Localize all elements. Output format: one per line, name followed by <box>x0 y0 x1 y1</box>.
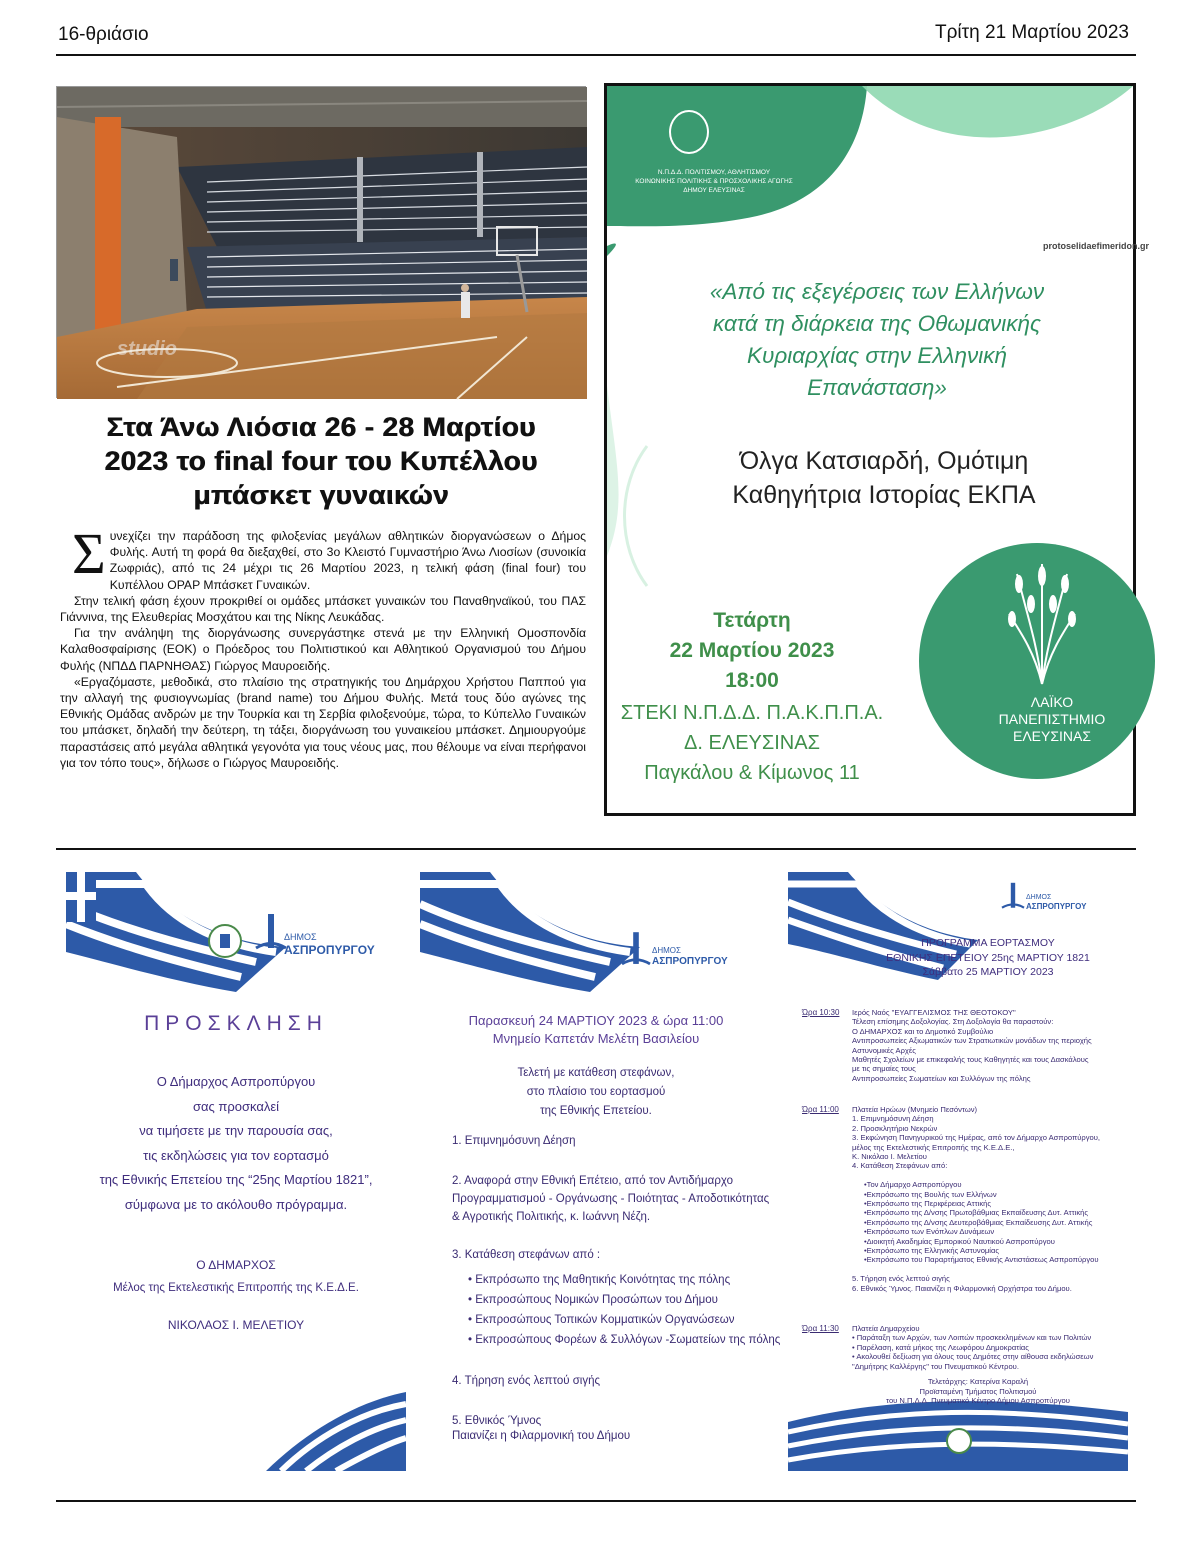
list-item: Προγραμματισμού - Οργάνωσης - Ποιότητας - Αποδοτικότητας <box>452 1193 770 1205</box>
invitation-title: ΠΡΟΣΚΛΗΣΗ <box>144 1012 328 1035</box>
program-footer: Τελετάρχης: Κατερίνα Καραλή Προϊσταμένη Τμήματος Πολιτισμού του Ν.Π.Δ.Δ. Πνευματικό Κέντρο Δήμου Ασπροπύργου <box>886 1377 1070 1406</box>
list-item: • Εκπροσώπους Νομικών Προσώπων του Δήμου <box>468 1294 718 1306</box>
ceremony-intro: Τελετή με κατάθεση στεφάνων, στο πλαίσιο του εορτασμού της Εθνικής Επετείου. <box>517 1067 675 1117</box>
program-time: Ώρα 11:00 <box>802 1105 839 1114</box>
poster-title: «Από τις εξεγέρσεις των Ελλήνων κατά τη διάρκεια της Οθωμανικής Κυριαρχίας στην Ελληνική Επανάσταση» <box>709 279 1045 400</box>
section-rule <box>56 848 1136 850</box>
list-item: • Εκπρόσωπο της Μαθητικής Κοινότητας της πόλης <box>468 1274 731 1286</box>
program-block-2: Πλατεία Ηρώων (Μνημείο Πεσόντων) 1. Επιμνημόσυνη Δέηση 2. Προσκλητήριο Νεκρών 3. Εκφώνηση Πανηγυρικού της Ημέρας, από τον Δήμαρχο Ασπροπύργου, μέλος της Εκτελεστικής Επιτροπής της Κ.Ε.Δ.Ε., Κ. Νικόλαο Ι. Μελετίου 4. Κατάθεση Στεφάνων από: •Τον Δήμαρχο Ασπροπύργου •Εκπρόσωπο της Βουλής των Ελλήνων •Εκπρόσωπο της Περιφέρειας Αττικής •Εκπρόσωπο της Δ/νσης Πρωτοβάθμιας Εκπαίδευσης Δυτ. Αττικής •Εκπρόσωπο της Δ/νσης Δευτεροβάθμιας Εκπαίδευσης Δυτ. Αττικής •Εκπρόσωπο των Ενόπλων Δυνάμεων •Διοικητή Ακαδημίας Εμπορικού Ναυτικού Ασπροπύργου •Εκπρόσωπο της Ελληνικής Αστυνομίας •Εκπρόσωπο του Παραρτήματος Εθνικής Αντιστάσεως Ασπροπύργου 5. Τήρηση ενός λεπτού σιγής 6. Εθνικός Ύμνος. Παιανίζει η Φιλαρμονική Ορχήστρα του Δήμου. <box>852 1105 1101 1293</box>
program-time: Ώρα 11:30 <box>802 1324 839 1333</box>
logo-big-text: ΑΣΠΡΟΠΥΡΓΟΥ <box>1026 902 1087 911</box>
ceremony-heading: Παρασκευή 24 ΜΑΡΤΙΟΥ 2023 & ώρα 11:00 Μνημείο Καπετάν Μελέτη Βασιλείου <box>468 1013 724 1046</box>
list-item: • Εκπροσώπους Φορέων & Συλλόγων -Σωματείων της πόλης <box>468 1334 781 1346</box>
list-item: 1. Επιμνημόσυνη Δέηση <box>452 1135 576 1147</box>
invitation-body: Ο Δήμαρχος Ασπροπύργου σας προσκαλεί να τιμήσετε με την παρουσία σας, τις εκδηλώσεις για τον εορτασμό της Εθνικής Επετείου της “25ης Μαρτίου 1821”, σύμφωνα με το ακόλουθο πρόγραμμα. <box>99 1074 373 1212</box>
list-item: 4. Τήρηση ενός λεπτού σιγής <box>452 1375 601 1387</box>
signer-subtitle: Μέλος της Εκτελεστικής Επιτροπής της Κ.Ε.Δ.Ε. <box>113 1282 359 1294</box>
signer-role: Ο ΔΗΜΑΡΧΟΣ <box>196 1258 276 1272</box>
logo-small-text: ΔΗΜΟΣ <box>652 946 681 955</box>
poster-venue: ΣΤΕΚΙ Ν.Π.Δ.Δ. Π.Α.Κ.Π.Π.Α. Δ. ΕΛΕΥΣΙΝΑΣ Παγκάλου & Κίμωνος 11 <box>620 702 884 784</box>
logo-big-text: ΑΣΠΡΟΠΥΡΓΟΥ <box>652 956 728 967</box>
event-poster <box>604 83 1150 816</box>
org-emblem-icon <box>669 110 709 154</box>
program-time: Ώρα 10:30 <box>802 1008 840 1017</box>
logo-small-text: ΔΗΜΟΣ <box>1026 894 1052 901</box>
flag-ribbon-graphic <box>420 872 772 992</box>
headline-line: Στα Άνω Λιόσια 26 - 28 Μαρτίου <box>106 412 536 442</box>
municipality-logo-icon <box>256 912 286 952</box>
list-item: • Εκπροσώπους Τοπικών Κομματικών Οργανώσεων <box>468 1314 735 1326</box>
watermark-text: protoselidaefimeridon.gr <box>1043 241 1150 251</box>
svg-text:studio: studio <box>117 338 177 360</box>
list-item: 5. Εθνικός Ύμνος <box>452 1415 542 1427</box>
program-heading: ΠΡΟΓΡΑΜΜΑ ΕΟΡΤΑΣΜΟΥ ΕΘΝΙΚΗΣ ΕΠΕΤΕΙΟΥ 25ης ΜΑΡΤΙΟΥ 1821 Σάββατο 25 ΜΑΡΤΙΟΥ 2023 <box>886 937 1090 978</box>
greek-emblem-icon <box>946 1428 972 1454</box>
ceremony-card <box>420 872 781 1471</box>
article-paragraph: Στην τελική φάση έχουν προκριθεί οι ομάδες μπάσκετ γυναικών του Παναθηναϊκού, του ΠΑΣ Γιάννινα, της Ελευθερίας Μοσχάτου και της Νίκης Λευκάδας. <box>60 593 586 625</box>
article-body <box>60 521 586 771</box>
headline-line: μπάσκετ γυναικών <box>193 480 449 510</box>
list-item: Παιανίζει η Φιλαρμονική του Δήμου <box>452 1430 631 1442</box>
logo-small-text: ΔΗΜΟΣ <box>284 932 317 942</box>
logo-big-text: ΑΣΠΡΟΠΥΡΓΟΥ <box>284 943 375 957</box>
page-label: 16-θριάσιο <box>58 24 149 45</box>
article-paragraph: Συνεχίζει την παράδοση της φιλοξενίας μεγάλων αθλητικών διοργανώσεων ο Δήμος Φυλής. Αυτή τη φορά θα διεξαχθεί, στο 3ο Κλειστό Γυμναστήριο Άνω Λιοσίων (συνοικία Ζωφριάς), από τις 24 μέχρι τις 26 Μαρτίου 2023, η τελική φάση (final four) του Κυπέλλου ΟΡΑΡ Μπάσκετ Γυναικών. <box>72 521 586 592</box>
university-name: ΛΑΪΚΟ ΠΑΝΕΠΙΣΤΗΜΙΟ ΕΛΕΥΣΙΝΑΣ <box>998 694 1106 744</box>
signer-name: ΝΙΚΟΛΑΟΣ Ι. ΜΕΛΕΤΙΟΥ <box>167 1318 305 1332</box>
issue-date: Τρίτη 21 Μαρτίου 2023 <box>935 22 1129 43</box>
list-item: & Αγροτικής Πολιτικής, κ. Ιωάννη Νέζη. <box>452 1211 651 1223</box>
list-item: 2. Αναφορά στην Εθνική Επέτειο, από τον Αντιδήμαρχο <box>452 1175 733 1187</box>
article-headline <box>40 410 602 512</box>
drop-cap: Σ <box>72 521 106 586</box>
article-paragraph: Για την ανάληψη της διοργάνωσης συνεργάστηκε στενά με την Ελληνική Ομοσπονδία Καλαθοσφαίρισης (ΕΟΚ) ο Πρόεδρος του Πολιτιστικού και Αθλητικού Οργανισμού του Δήμου Φυλής (ΝΠΔΔ ΠΑΡΝΗΘΑΣ) Γιώργος Μαυροειδής. <box>60 626 586 673</box>
poster-date: Τετάρτη 22 Μαρτίου 2023 18:00 <box>669 609 835 692</box>
list-item: 3. Κατάθεση στεφάνων από : <box>452 1249 601 1261</box>
program-card <box>788 872 1128 1471</box>
poster-speaker: Όλγα Κατσιαρδή, Ομότιμη Καθηγήτρια Ιστορίας ΕΚΠΑ <box>732 447 1036 509</box>
program-block-3: Πλατεία Δημαρχείου • Παράταξη των Αρχών, των Λοιπών προσκεκλημένων και των Πολιτών • Παρέλαση, κατά μήκος της Λεωφόρου Δημοκρατίας • Ακολουθεί δεξίωση για όλους τους Δημότες στην αίθουσα εκδηλώσεων "Δημήτρης Καλλέργης" του Πνευματικού Κέντρου. <box>852 1324 1094 1371</box>
header-rule <box>56 54 1136 56</box>
municipality-logo-icon <box>622 930 650 968</box>
poster-organization: Ν.Π.Δ.Δ. ΠΟΛΙΤΙΣΜΟΥ, ΑΘΛΗΤΙΣΜΟΥ ΚΟΙΝΩΝΙΚΗΣ ΠΟΛΙΤΙΚΗΣ & ΠΡΟΣΧΟΛΙΚΗΣ ΑΓΩΓΗΣ ΔΗΜΟΥ ΕΛΕΥΣΙΝΑΣ <box>635 169 793 194</box>
footer-rule <box>56 1500 1136 1502</box>
headline-line: 2023 το final four του Κυπέλλου <box>104 446 538 476</box>
invitation-card <box>66 872 406 1471</box>
wheat-icon <box>1007 564 1077 684</box>
greek-emblem-icon <box>208 924 242 958</box>
municipality-logo-icon <box>1002 880 1024 912</box>
arena-photo <box>56 86 586 398</box>
program-block-1: Ιερός Ναός "ΕΥΑΓΓΕΛΙΣΜΟΣ ΤΗΣ ΘΕΟΤΟΚΟΥ" Τέλεση επίσημης Δοξολογίας. Στη Δοξολογία θα παραστούν: Ο ΔΗΜΑΡΧΟΣ και το Δημοτικό Συμβούλιο Αντιπροσωπείες Αξιωματικών των Στρατιωτικών μονάδων της περιοχής Αστυνομικές Αρχές Μαθητές Σχολείων με επικεφαλής τους Καθηγητές και τους Δασκάλους με τις σημαίες τους Αντιπροσωπείες Σωματείων και Συλλόγων της πόλης <box>852 1008 1092 1083</box>
article-paragraph: «Εργαζόμαστε, μεθοδικά, στο πλαίσιο της στρατηγικής του Δημάρχου Χρήστου Παππού για την αλλαγή της φυσιογνωμίας (brand name) του Δήμου Φυλής. Μετά τους δύο αγώνες της Εθνικής Ομάδας ανδρών με την Τουρκία και τη Σερβία φιλοξενούμε, τώρα, το Κύπελλο Γυναικών του μπάσκετ, δηλαδή την δεύτερη, τη τάξει, διοργάνωση του γυναικείου μπάσκετ. Δημιουργούμε παραστάσεις από μεγάλα αθλητικά γεγονότα για τους νέους μας, που θέλουμε να είναι περήφανοι για τον τόπο τους», δήλωσε ο Γιώργος Μαυροειδής. <box>60 674 586 770</box>
